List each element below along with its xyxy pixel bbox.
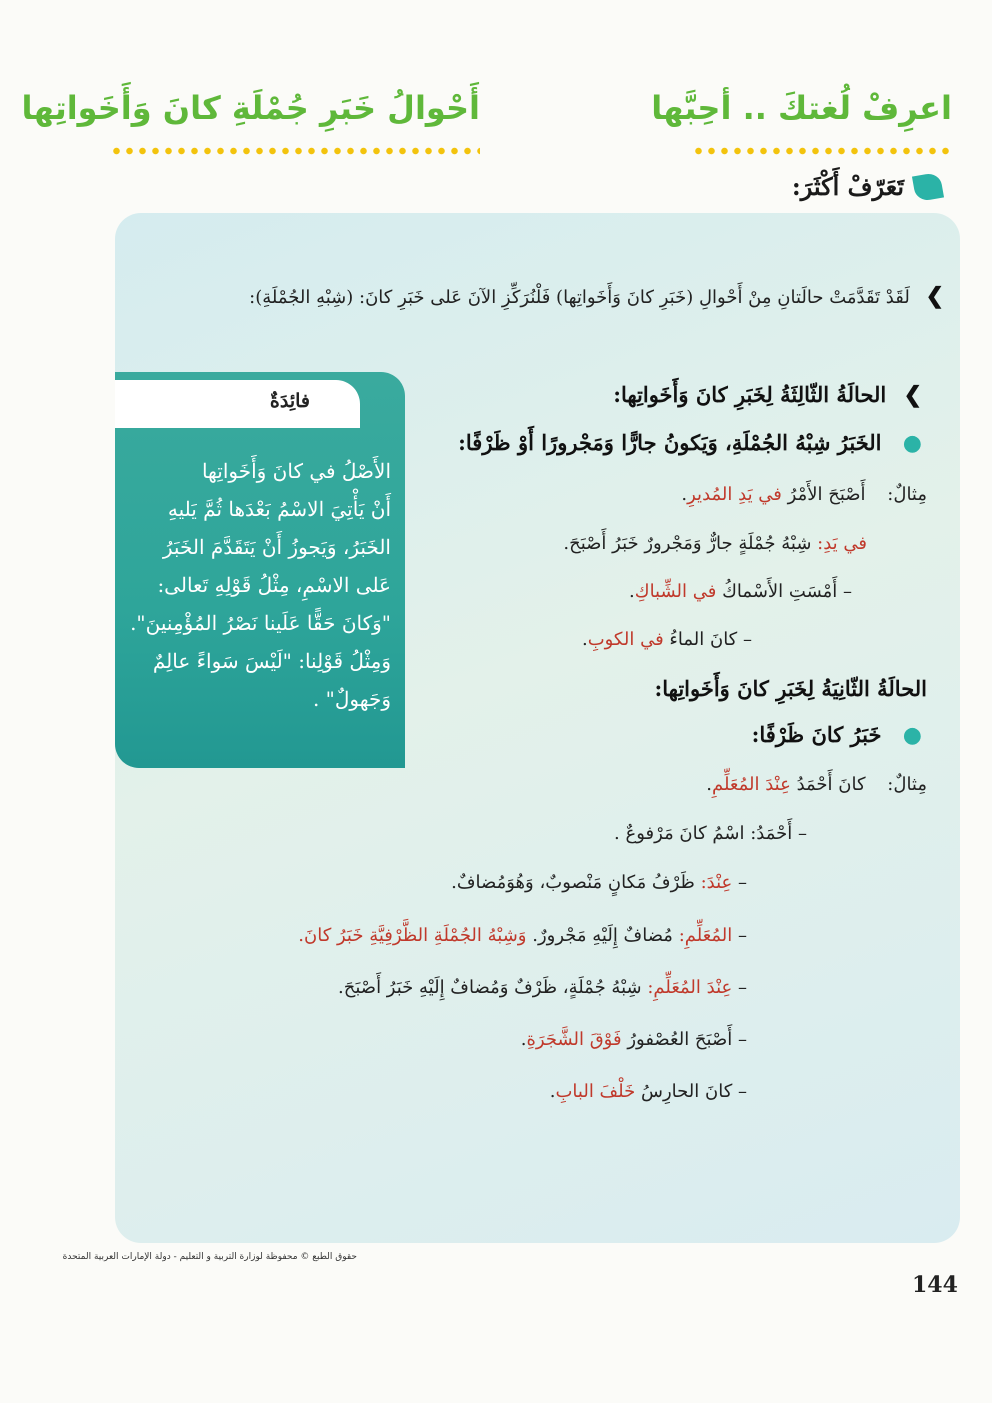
dotted-divider [110, 146, 480, 156]
line-text: أَحْمَدُ: اسْمُ كانَ مَرْفوعٌ . [614, 823, 793, 844]
section2-example [706, 774, 927, 795]
dash: – [843, 581, 852, 602]
section2-line-3 [298, 925, 747, 946]
section2-title: الحالَةُ الثّانِيَةُ لِخَبَرِ كانَ وَأَخَواتِها: [654, 676, 927, 701]
line-text: ظَرْفُ مَكانٍ مَنْصوبٌ، وَهُوَمُضافٌ. [451, 872, 695, 893]
subheading-text: تَعَرّفْ أَكْثَرَ: [791, 172, 904, 201]
section2-rule [752, 722, 922, 748]
section3-example-3 [582, 629, 752, 650]
section3-title: الحالَةُ الثّالِثَةُ لِخَبَرِ كانَ وَأَخَواتِها: [613, 382, 887, 407]
section2-rule-text: خَبَرُ كانَ ظَرْفًا: [751, 722, 882, 747]
example-highlight: في الشِّباكِ [634, 581, 717, 602]
chevron-icon: ❯ [903, 382, 922, 408]
series-header [651, 80, 952, 156]
example-text: كانَ الماءُ [669, 629, 738, 650]
dash: – [738, 1029, 747, 1050]
note-line: وَجَهولٌ" . [312, 687, 391, 711]
chevron-icon: ❯ [925, 283, 944, 309]
section3-heading [613, 382, 922, 408]
dash: – [738, 977, 747, 998]
example-text: أَمْسَتِ الأَسْماكُ [722, 581, 838, 602]
leaf-icon [912, 171, 944, 201]
subheading [792, 172, 942, 201]
note-title: فائِدَةٌ [115, 380, 360, 428]
line-text: أَصْبَحَ العُصْفورُ [627, 1029, 733, 1050]
note-line: أَنْ يَأْتِيَ الاسْمُ بَعْدَها ثُمَّ يَليهِ [167, 497, 391, 521]
series-title: اعرِفْ لُغتكَ .. أحِبَّها [651, 89, 952, 127]
line-highlight: فَوْقَ الشَّجَرَةِ [526, 1029, 622, 1050]
note-line: الخَبَرُ، وَيَجوزُ أَنْ يَتَقَدَّمَ الخَبَرُ [162, 535, 391, 559]
period: . [581, 629, 588, 650]
note-line: "وَكانَ حَقًّا عَلَينا نَصْرُ المُؤْمِنينَ". [130, 611, 391, 635]
section2-heading [654, 676, 927, 701]
example-highlight: في يَدِ المُديرِ [687, 484, 782, 505]
period: . [520, 1029, 527, 1050]
example-text: كانَ أَحْمَدُ [796, 774, 866, 795]
section3-example [681, 484, 927, 505]
intro-line [84, 283, 944, 309]
line-highlight: خَلْفَ البابِ [555, 1081, 636, 1102]
line-conclusion: وَشِبْهُ الجُمْلَةِ الظَّرْفِيَّةِ خَبَرُ كانَ. [298, 925, 527, 946]
analysis-term: في يَدِ: [817, 533, 867, 554]
dotted-divider [692, 146, 952, 156]
example-label: مِثالٌ: [887, 774, 927, 795]
line-text: كانَ الحارِسُ [641, 1081, 733, 1102]
period: . [681, 484, 688, 505]
section2-line-1 [614, 823, 807, 844]
intro-text: لَقَدْ تَقَدَّمَتْ حالَتانِ مِنْ أَحْوالِ (خَبَرِ كانَ وَأَخَواتِها) فَلْنُرَكِّزِ الآنَ عَلى خَبَرِ كانَ: (شِبْهِ الجُمْلَةِ): [249, 287, 910, 308]
period: . [549, 1081, 556, 1102]
section2-line-4 [338, 977, 747, 998]
line-term: عِنْدَ المُعَلِّمِ: [647, 977, 733, 998]
section3-rule-text: الخَبَرُ شِبْهُ الجُمْلَةِ، وَيَكونُ جارًّا وَمَجْرورًا أَوْ ظَرْفًا: [458, 430, 882, 455]
page-number: 144 [912, 1272, 958, 1298]
section2-line-6 [550, 1081, 747, 1102]
section3-rule [458, 430, 922, 456]
line-term: عِنْدَ: [700, 872, 733, 893]
dash: – [738, 1081, 747, 1102]
dash: – [798, 823, 807, 844]
period: . [629, 581, 635, 602]
section3-analysis [563, 533, 867, 554]
section2-line-5 [521, 1029, 747, 1050]
lesson-header [21, 80, 480, 156]
line-text: مُضافٌ إِلَيْهِ مَجْرورٌ. [532, 925, 673, 946]
note-line: عَلى الاسْمِ، مِثْلُ قَوْلِهِ تَعالى: [157, 573, 391, 597]
line-term: المُعَلِّمِ: [678, 925, 733, 946]
note-line: الأَصْلُ في كانَ وَأَخَواتِها [201, 459, 391, 483]
copyright-footer: حقوق الطبع © محفوظة لوزارة التربية و التعليم - دولة الإمارات العربية المتحدة [62, 1252, 357, 1262]
dash: – [743, 629, 752, 650]
analysis-text: شِبْهُ جُمْلَةٍ جارٌّ وَمَجْرورٌ خَبَرُ أَصْبَحَ. [563, 533, 812, 554]
example-label: مِثالٌ: [887, 484, 927, 505]
example-text: أَصْبَحَ الأَمْرُ [787, 484, 866, 505]
bullet-icon: ● [902, 430, 922, 456]
note-line: وَمِثْلُ قَوْلِنا: "لَيْسَ سَواءً عالِمٌ [152, 649, 391, 673]
bullet-icon: ● [902, 722, 922, 748]
lesson-title: أَحْوالُ خَبَرِ جُمْلَةِ كانَ وَأَخَواتِها [21, 89, 480, 127]
example-highlight: عِنْدَ المُعَلِّمِ [711, 774, 791, 795]
dash: – [738, 925, 747, 946]
period: . [706, 774, 712, 795]
section3-example-2 [629, 581, 852, 602]
line-text: شِبْهُ جُمْلَةٍ، ظَرْفٌ وَمُضافٌ إِلَيْهِ خَبَرُ أَصْبَحَ. [338, 977, 642, 998]
note-card [115, 372, 405, 768]
example-highlight: في الكوبِ [587, 629, 664, 650]
note-body [129, 452, 391, 718]
dash: – [738, 872, 747, 893]
section2-line-2 [451, 872, 747, 893]
